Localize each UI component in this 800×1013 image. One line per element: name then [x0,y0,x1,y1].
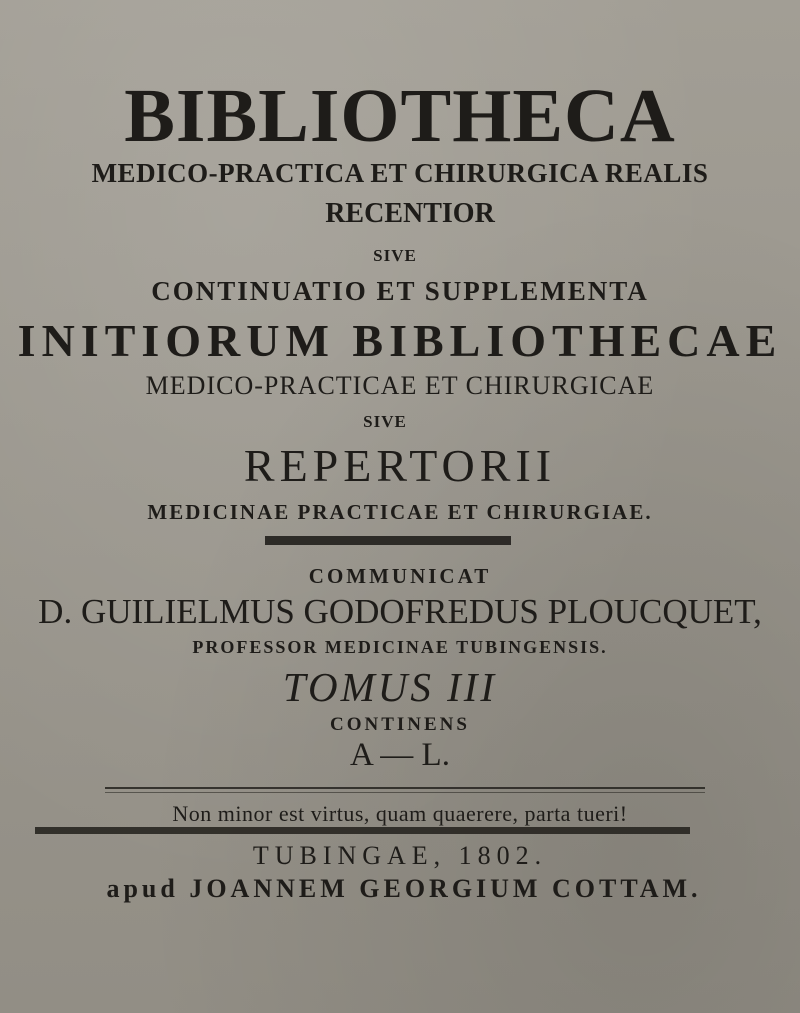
imprint-place-date: TUBINGAE, 1802. [252,841,548,870]
subtitle-line-1: MEDICO-PRACTICA ET CHIRURGICA REALIS [91,158,709,188]
divider-rule-2 [105,787,705,789]
publisher-line: apud JOANNEM GEORGIUM COTTAM. [106,874,702,903]
divider-rule-2b [105,792,705,793]
divider-rule-1 [265,536,511,545]
divider-rule-3 [35,827,690,834]
sive-connector-2: SIVE [363,412,407,431]
book-title: BIBLIOTHECA [124,74,676,158]
volume-range: A — L. [350,737,450,773]
medicinae-line: MEDICINAE PRACTICAE ET CHIRURGIAE. [147,500,653,524]
continuatio-line: CONTINUATIO ET SUPPLEMENTA [151,276,649,306]
author-title: PROFESSOR MEDICINAE TUBINGENSIS. [192,637,608,657]
initiorum-line: INITIORUM BIBLIOTHECAE [17,315,783,366]
sive-connector-1: SIVE [373,246,417,265]
motto: Non minor est virtus, quam quaerere, parta tueri! [172,801,628,826]
author-name: D. GUILIELMUS GODOFREDUS PLOUCQUET, [38,592,762,631]
subtitle-line-2: RECENTIOR [325,198,495,229]
volume-number: TOMUS III [282,664,498,710]
continens-line: CONTINENS [330,714,470,735]
communicat-line: COMMUNICAT [308,564,492,588]
repertorii-line: REPERTORII [243,440,557,491]
medico-practicae-line: MEDICO-PRACTICAE ET CHIRURGICAE [145,371,655,400]
